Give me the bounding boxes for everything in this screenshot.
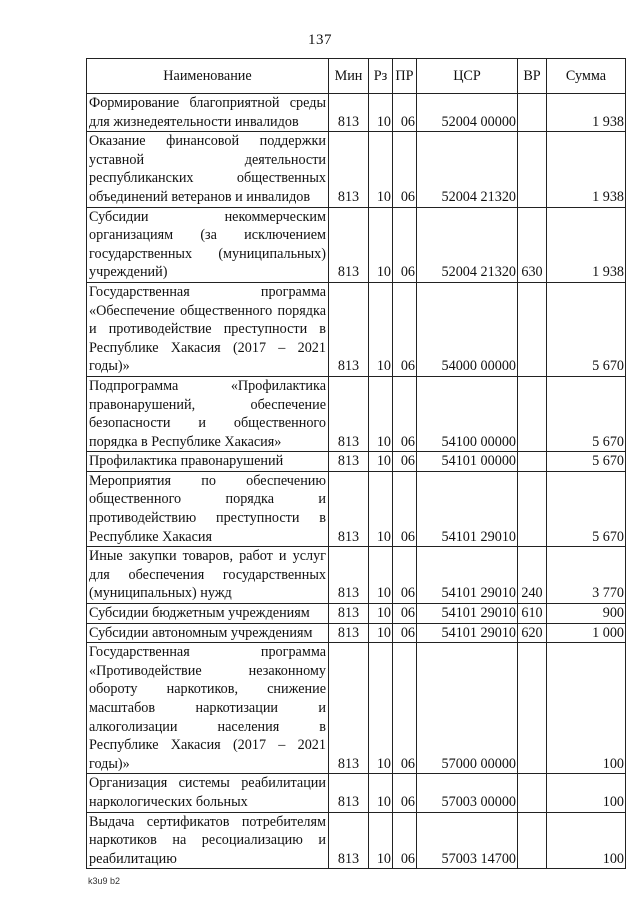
header-min: Мин [329, 59, 369, 94]
cell-pr: 06 [393, 376, 417, 451]
cell-sum: 1 938 [547, 132, 626, 207]
cell-min: 813 [329, 774, 369, 812]
table-row [87, 623, 626, 643]
budget-table [86, 58, 626, 869]
table-body [87, 94, 626, 869]
cell-pr: 06 [393, 282, 417, 376]
cell-name: Государственная программа «Противодействие незаконному обороту наркотиков, снижение масштабов наркотизации и алкоголизации населения в Республике Хакасия (2017 – 2021 годы)» [87, 643, 329, 774]
cell-pr: 06 [393, 132, 417, 207]
cell-csr: 57000 00000 [417, 643, 518, 774]
cell-name: Иные закупки товаров, работ и услуг для обеспечения государственных (муниципальных) нужд [87, 547, 329, 604]
cell-vr [518, 471, 547, 546]
cell-csr: 54101 00000 [417, 452, 518, 472]
cell-sum: 100 [547, 774, 626, 812]
table-row [87, 471, 626, 546]
cell-rz: 10 [369, 623, 393, 643]
cell-rz: 10 [369, 547, 393, 604]
cell-csr: 57003 14700 [417, 812, 518, 869]
cell-sum: 1 000 [547, 623, 626, 643]
cell-csr: 52004 21320 [417, 132, 518, 207]
cell-name: Субсидии некоммерческим организациям (за исключением государственных (муниципальных) учреждений) [87, 207, 329, 282]
cell-vr [518, 452, 547, 472]
cell-name: Мероприятия по обеспечению общественного порядка и противодействию преступности в Республике Хакасия [87, 471, 329, 546]
cell-min: 813 [329, 812, 369, 869]
cell-sum: 3 770 [547, 547, 626, 604]
header-pr: ПР [393, 59, 417, 94]
cell-name: Субсидии бюджетным учреждениям [87, 604, 329, 624]
cell-sum: 1 938 [547, 94, 626, 132]
cell-name: Формирование благоприятной среды для жизнедеятельности инвалидов [87, 94, 329, 132]
cell-rz: 10 [369, 207, 393, 282]
header-name: Наименование [87, 59, 329, 94]
cell-pr: 06 [393, 643, 417, 774]
cell-rz: 10 [369, 452, 393, 472]
footer-code: k3u9 b2 [88, 876, 121, 886]
cell-sum: 100 [547, 643, 626, 774]
cell-rz: 10 [369, 282, 393, 376]
cell-min: 813 [329, 282, 369, 376]
table-row [87, 376, 626, 451]
table-row [87, 132, 626, 207]
table-row [87, 812, 626, 869]
cell-name: Оказание финансовой поддержки уставной деятельности республиканских общественных объединений ветеранов и инвалидов [87, 132, 329, 207]
cell-rz: 10 [369, 132, 393, 207]
cell-min: 813 [329, 643, 369, 774]
cell-vr [518, 812, 547, 869]
table-row [87, 207, 626, 282]
cell-rz: 10 [369, 376, 393, 451]
cell-name: Подпрограмма «Профилактика правонарушений, обеспечение безопасности и общественного порядка в Республике Хакасия» [87, 376, 329, 451]
table-row [87, 452, 626, 472]
cell-vr: 620 [518, 623, 547, 643]
table-row [87, 643, 626, 774]
cell-pr: 06 [393, 604, 417, 624]
cell-rz: 10 [369, 604, 393, 624]
cell-vr [518, 94, 547, 132]
header-csr: ЦСР [417, 59, 518, 94]
cell-rz: 10 [369, 94, 393, 132]
cell-vr: 610 [518, 604, 547, 624]
cell-csr: 52004 00000 [417, 94, 518, 132]
cell-csr: 54101 29010 [417, 623, 518, 643]
cell-sum: 5 670 [547, 282, 626, 376]
cell-pr: 06 [393, 774, 417, 812]
cell-name: Субсидии автономным учреждениям [87, 623, 329, 643]
header-sum: Сумма [547, 59, 626, 94]
cell-sum: 5 670 [547, 452, 626, 472]
cell-sum: 1 938 [547, 207, 626, 282]
cell-rz: 10 [369, 643, 393, 774]
page-number: 137 [308, 32, 332, 48]
table-row [87, 774, 626, 812]
cell-min: 813 [329, 547, 369, 604]
cell-name: Организация системы реабилитации наркологических больных [87, 774, 329, 812]
cell-rz: 10 [369, 812, 393, 869]
cell-csr: 54101 29010 [417, 471, 518, 546]
cell-csr: 54101 29010 [417, 604, 518, 624]
cell-min: 813 [329, 623, 369, 643]
cell-min: 813 [329, 132, 369, 207]
cell-pr: 06 [393, 812, 417, 869]
cell-min: 813 [329, 471, 369, 546]
cell-name: Выдача сертификатов потребителям наркотиков на ресоциализацию и реабилитацию [87, 812, 329, 869]
cell-min: 813 [329, 376, 369, 451]
cell-rz: 10 [369, 774, 393, 812]
cell-pr: 06 [393, 623, 417, 643]
cell-sum: 5 670 [547, 471, 626, 546]
cell-vr [518, 774, 547, 812]
cell-pr: 06 [393, 207, 417, 282]
cell-vr [518, 643, 547, 774]
cell-min: 813 [329, 452, 369, 472]
cell-sum: 100 [547, 812, 626, 869]
cell-min: 813 [329, 94, 369, 132]
cell-vr [518, 132, 547, 207]
cell-csr: 54000 00000 [417, 282, 518, 376]
cell-csr: 57003 00000 [417, 774, 518, 812]
table-row [87, 282, 626, 376]
cell-sum: 5 670 [547, 376, 626, 451]
table-row [87, 94, 626, 132]
cell-min: 813 [329, 604, 369, 624]
cell-vr [518, 282, 547, 376]
table-header-row [87, 59, 626, 94]
table-row [87, 547, 626, 604]
cell-pr: 06 [393, 452, 417, 472]
cell-pr: 06 [393, 94, 417, 132]
cell-csr: 54100 00000 [417, 376, 518, 451]
cell-pr: 06 [393, 471, 417, 546]
cell-vr [518, 376, 547, 451]
cell-pr: 06 [393, 547, 417, 604]
cell-name: Профилактика правонарушений [87, 452, 329, 472]
header-vr: ВР [518, 59, 547, 94]
cell-vr: 630 [518, 207, 547, 282]
cell-vr: 240 [518, 547, 547, 604]
cell-name: Государственная программа «Обеспечение общественного порядка и противодействие преступности в Республике Хакасия (2017 – 2021 годы)» [87, 282, 329, 376]
cell-sum: 900 [547, 604, 626, 624]
cell-csr: 52004 21320 [417, 207, 518, 282]
table-row [87, 604, 626, 624]
cell-csr: 54101 29010 [417, 547, 518, 604]
cell-min: 813 [329, 207, 369, 282]
cell-rz: 10 [369, 471, 393, 546]
header-rz: Рз [369, 59, 393, 94]
